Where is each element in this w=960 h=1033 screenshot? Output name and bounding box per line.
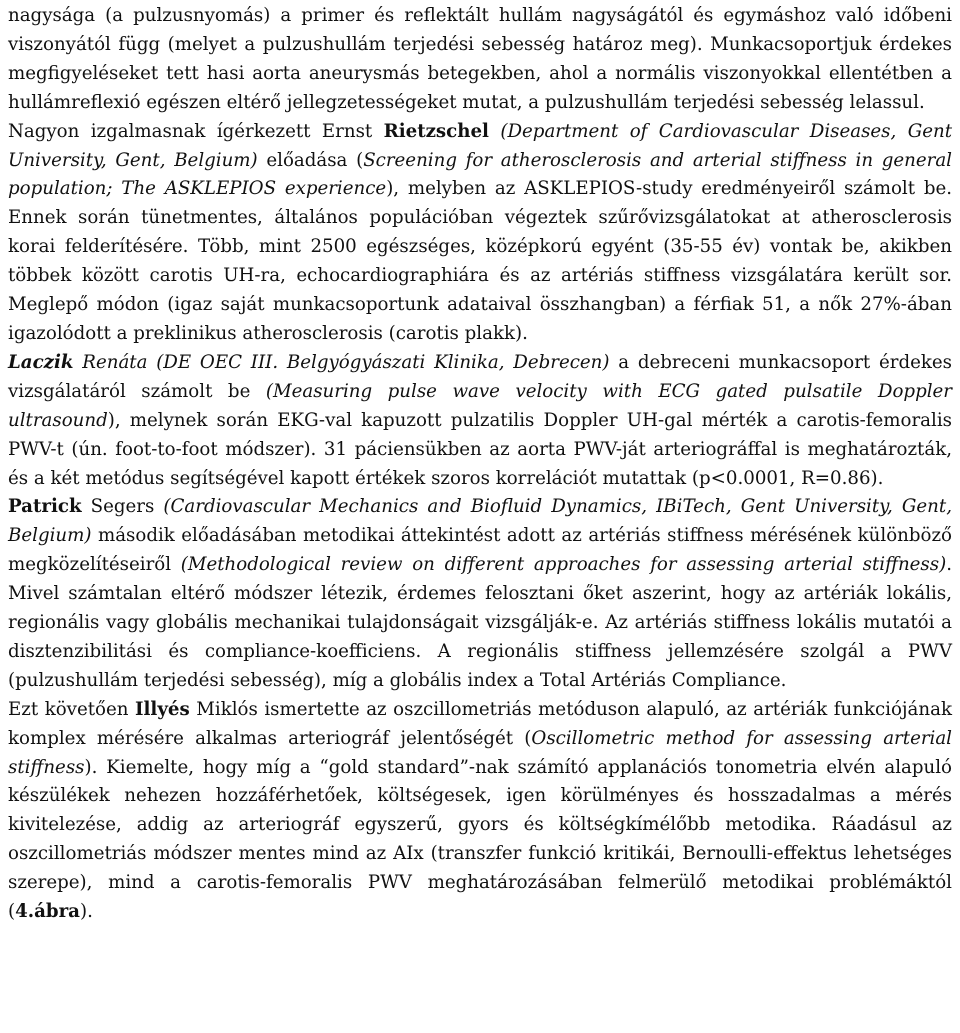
paragraph-segers-methodology: [8, 493, 952, 695]
text-run: ), melyben az ASKLEPIOS-study eredményeiről számolt be. Ennek során tünetmentes, általános populációban végeztek szűrővizsgálatokat at atherosclerosis korai felderítésére. Több, mint 2500 egészséges, középkorú egyént (35-55 év) vontak be, akikben többek között carotis UH-ra, echocardiographiára és az artériás stiffness vizsgálatára került sor. Meglepő módon (igaz saját munkacsoportunk adataival összhangban) a férfiak 51, a nők 27%-ában igazolódott a preklinikus atherosclerosis (carotis plakk).: [8, 178, 953, 344]
emphasized-text: Laczik: [8, 351, 74, 373]
paragraph-pulse-wave-reflection: [8, 2, 952, 118]
paragraph-rietzschel-asklepios: [8, 118, 952, 349]
emphasized-text: (Cardiovascular Mechanics and Biofluid Dynamics, IBiTech, Gent University, Gent, Belgium): [8, 496, 952, 547]
text-run: második előadásában metodikai áttekintést adott az artériás stiffness mérésének különböző megközelítéseiről: [8, 525, 952, 576]
emphasized-text: Rietzschel: [383, 120, 489, 142]
text-run: ).: [79, 901, 93, 923]
paragraph-laczik-doppler: [8, 349, 952, 494]
text-run: Nagyon izgalmasnak ígérkezett Ernst: [8, 120, 384, 142]
emphasized-text: Oscillometric method for assessing arterial stiffness: [8, 727, 952, 778]
text-run: [489, 121, 500, 142]
emphasized-text: Screening for atherosclerosis and arterial stiffness in general population; The ASKLEPIOS experience: [8, 149, 952, 200]
emphasized-text: (Department of Cardiovascular Diseases, Gent University, Gent, Belgium): [8, 120, 953, 171]
emphasized-text: 4.ábra: [15, 901, 80, 923]
emphasized-text: Patrick: [8, 496, 82, 518]
text-run: nagysága (a pulzusnyomás) a primer és reflektált hullám nagyságától és egymáshoz való időbeni viszonyától függ (melyet a pulzushullám terjedési sebesség határoz meg). Munkacsoportjuk érdekes megfigyeléseket tett hasi aorta aneurysmás betegekben, ahol a normális viszonyokkal ellentétben a hullámreflexió egészen eltérő jellegzetességeket mutat, a pulzushullám terjedési sebesség lelassul.: [8, 5, 952, 113]
emphasized-text: (Methodological review on different approaches for assessing arterial stiffness): [180, 554, 947, 576]
paragraph-illyes-oscillometric: [8, 696, 952, 927]
emphasized-text: Illyés: [135, 698, 190, 720]
text-run: Ezt követően: [8, 698, 135, 720]
text-run: a debreceni munkacsoport érdekes vizsgálatáról számolt be: [8, 351, 952, 402]
emphasized-text: Renáta (DE OEC III. Belgyógyászati Klinika, Debrecen): [73, 351, 610, 373]
text-run: előadása (: [257, 149, 364, 171]
emphasized-text: (Measuring pulse wave velocity with ECG gated pulsatile Doppler ultrasound: [8, 380, 952, 431]
text-run: ). Kiemelte, hogy míg a “gold standard”-nak számító applanációs tonometria elvén alapuló készülékek nehezen hozzáférhetőek, költségesek, igen körülményes és hosszadalmas a mérés kivitelezése, addig az arteriográf egyszerű, gyors és költségkímélőbb metodika. Ráadásul az oszcillometriás módszer mentes mind az AIx (transzfer funkció kritikái, Bernoulli-effektus lehetséges szerepe), mind a carotis-femoralis PWV meghatározásában felmerülő metodikai problémáktól (: [8, 756, 952, 923]
text-run: . Mivel számtalan eltérő módszer létezik, érdemes felosztani őket aszerint, hogy az artériák lokális, regionális vagy globális mechanikai tulajdonságait vizsgálják-e. Az artériás stiffness lokális mutatói a disztenzibilitási és compliance-koefficiens. A regionális stiffness jellemzésére szolgál a PWV (pulzushullám terjedési sebesség), míg a globális index a Total Artériás Compliance.: [8, 554, 952, 691]
text-run: ), melynek során EKG-val kapuzott pulzatilis Doppler UH-gal mérték a carotis-femoralis PWV-t (ún. foot-to-foot módszer). 31 páciensükben az aorta PWV-ját arteriográffal is meghatározták, és a két metódus segítségével kapott értékek szoros korrelációt mutattak (p<0.0001, R=0.86).: [8, 409, 952, 489]
text-run: Miklós ismertette az oszcillometriás metóduson alapuló, az artériák funkciójának komplex mérésére alkalmas arteriográf jelentőségét (: [8, 698, 952, 749]
text-run: Segers: [81, 496, 164, 518]
